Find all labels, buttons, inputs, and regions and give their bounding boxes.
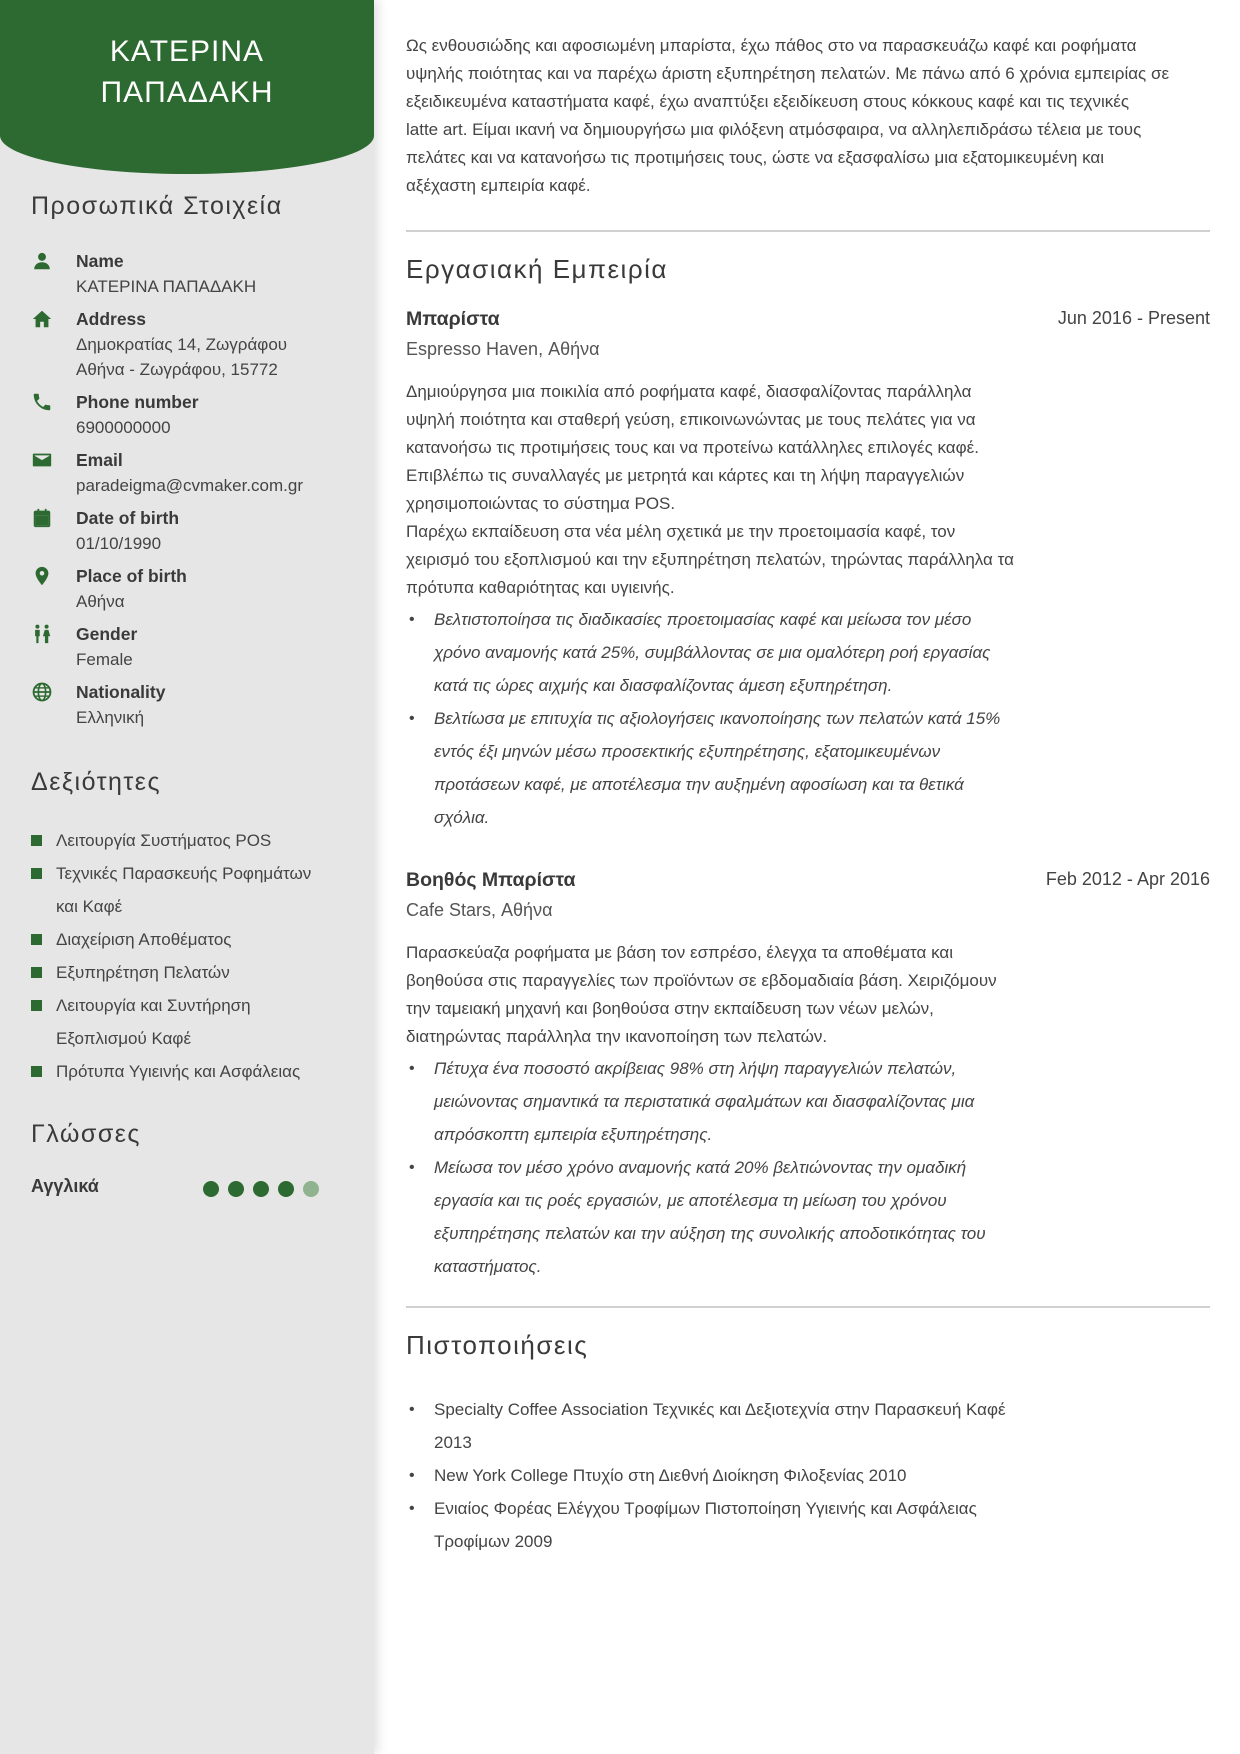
info-value: paradeigma@cvmaker.com.gr xyxy=(76,476,304,495)
job-description: Δημιούργησα μια ποικιλία από ροφήματα καφέ, διασφαλίζοντας παράλληλα υψηλή ποιότητα και σταθερή γεύση, επικοινωνώντας με τους πελάτες για να κατανοήσω τις προτιμήσεις τους και να προτείνω κατάλληλες επιλογές καφέ. Επιβλέπω τις συναλλαγές με μετρητά και κάρτες και τη λήψη παραγγελιών χρησιμοποιώντας το σύστημα POS. Παρέχω εκπαίδευση στα νέα μέλη σχετικά με την προετοιμασία καφέ, τον χειρισμό του εξοπλισμού και την εξυπηρέτηση πελατών, τηρώντας παράλληλα τα πρότυπα καθαριότητας και υγιεινής. xyxy=(406,382,1014,597)
square-bullet-icon xyxy=(31,1066,42,1077)
summary-paragraph: Ως ενθουσιώδης και αφοσιωμένη μπαρίστα, έχω πάθος στο να παρασκευάζω καφέ και ροφήματα υψηλής ποιότητας και να παρέχω άριστη εξυπηρέτηση πελατών. Με πάνω από 6 χρόνια εμπειρίας σε εξειδικευμένα καταστήματα καφέ, έχω αναπτύξει εξειδίκευση στους κόκκους καφέ και τις τεχνικές latte art. Είμαι ικανή να δημιουργήσω μια φιλόξενη ατμόσφαιρα, να αλληλεπιδράσω τέλεια με τους πελάτες και να κατανοήσω τις προτιμήσεις τους, ώστε να εξασφαλίσω μια εξατομικευμένη και αξέχαστη εμπειρία καφέ. xyxy=(406,36,1170,195)
info-value: ΚΑΤΕΡΙΝΑ ΠΑΠΑΔΑΚΗ xyxy=(76,277,257,296)
job-description: Παρασκεύαζα ροφήματα με βάση τον εσπρέσο, έλεγχα τα αποθέματα και βοηθούσα στις παραγγελίες των προϊόντων σε εβδομαδιαία βάση. Χειριζόμουν την ταμειακή μηχανή και βοηθούσα στην εκπαίδευση των νέων μελών, διατηρώντας παράλληλα την ικανοποίηση των πελατών. xyxy=(406,943,997,1046)
info-value: Female xyxy=(76,650,133,669)
bullet-icon: • xyxy=(409,611,415,628)
level-dot-filled xyxy=(253,1181,269,1197)
achievement: Μείωσα τον μέσο χρόνο αναμονής κατά 20% βελτιώνοντας την ομαδική εργασία και τις ροές εργασιών, με αποτέλεσμα τη μείωση του χρόνου εξυπηρέτησης πελατών και την αύξηση της συνολικής αποδοτικότητας του καταστήματος. xyxy=(434,1158,986,1276)
name-header xyxy=(0,0,374,174)
job-company: Espresso Haven, Αθήνα xyxy=(406,339,600,359)
skill-text: Τεχνικές Παρασκευής Ροφημάτων και Καφέ xyxy=(56,864,312,916)
square-bullet-icon xyxy=(31,868,42,879)
info-label: Gender xyxy=(76,624,138,644)
certification-item: New York College Πτυχίο στη Διεθνή Διοίκηση Φιλοξενίας 2010 xyxy=(434,1466,907,1485)
experience-heading: Εργασιακή Εμπειρία xyxy=(406,254,668,284)
info-label: Date of birth xyxy=(76,508,180,528)
main-content xyxy=(406,0,1210,1754)
info-label: Email xyxy=(76,450,123,470)
job-title: Βοηθός Μπαρίστα xyxy=(406,869,576,891)
divider xyxy=(406,230,1210,232)
home-icon xyxy=(31,308,53,330)
calendar-icon xyxy=(31,507,53,529)
info-label: Place of birth xyxy=(76,566,187,586)
skills-heading: Δεξιότητες xyxy=(31,768,161,796)
phone-icon xyxy=(31,391,53,413)
level-dot-empty xyxy=(303,1181,319,1197)
job-dates: Feb 2012 - Apr 2016 xyxy=(1045,869,1210,889)
bullet-icon: • xyxy=(409,1500,415,1517)
gender-icon xyxy=(31,623,53,645)
job-company: Cafe Stars, Αθήνα xyxy=(406,900,553,920)
bullet-icon: • xyxy=(409,710,415,727)
bullet-icon: • xyxy=(409,1159,415,1176)
level-dot-filled xyxy=(278,1181,294,1197)
skill-text: Πρότυπα Υγιεινής και Ασφάλειας xyxy=(56,1062,301,1081)
info-label: Name xyxy=(76,251,124,271)
bullet-icon: • xyxy=(409,1467,415,1484)
globe-icon xyxy=(31,681,53,703)
personal-heading: Προσωπικά Στοιχεία xyxy=(31,192,283,220)
sidebar xyxy=(0,0,374,1754)
skill-text: Διαχείριση Αποθέματος xyxy=(56,930,232,949)
bullet-icon: • xyxy=(409,1401,415,1418)
square-bullet-icon xyxy=(31,934,42,945)
info-value: 01/10/1990 xyxy=(76,534,162,553)
info-value: Ελληνική xyxy=(76,708,145,727)
info-label: Address xyxy=(76,309,147,329)
languages-heading: Γλώσσες xyxy=(31,1120,141,1148)
divider xyxy=(406,1306,1210,1308)
info-label: Nationality xyxy=(76,682,166,702)
name-first: ΚΑΤΕΡΙΝΑ xyxy=(109,35,265,68)
name-last: ΠΑΠΑΔΑΚΗ xyxy=(100,76,274,109)
level-dot-filled xyxy=(203,1181,219,1197)
info-value: Δημοκρατίας 14, Ζωγράφου xyxy=(76,335,288,354)
location-pin-icon xyxy=(31,565,53,587)
person-icon xyxy=(31,250,53,272)
info-value-line2: Αθήνα - Ζωγράφου, 15772 xyxy=(76,360,278,379)
skill-text: Λειτουργία Συστήματος POS xyxy=(56,831,272,850)
info-value: Αθήνα xyxy=(76,592,125,611)
job-dates: Jun 2016 - Present xyxy=(1057,308,1210,328)
skill-text: Λειτουργία και Συντήρηση Εξοπλισμού Καφέ xyxy=(56,996,251,1048)
job-title: Μπαρίστα xyxy=(406,308,500,330)
bullet-icon: • xyxy=(409,1060,415,1077)
level-dot-filled xyxy=(228,1181,244,1197)
square-bullet-icon xyxy=(31,835,42,846)
achievement: Βελτιστοποίησα τις διαδικασίες προετοιμασίας καφέ και μείωσα τον μέσο χρόνο αναμονής κατά 25%, συμβάλλοντας σε μια ομαλότερη ροή εργασίας κατά τις ώρες αιχμής και διασφαλίζοντας άμεση εξυπηρέτηση. xyxy=(434,610,991,695)
certification-item: Specialty Coffee Association Τεχνικές και Δεξιοτεχνία στην Παρασκευή Καφέ 2013 xyxy=(434,1400,1006,1452)
certification-item: Ενιαίος Φορέας Ελέγχου Τροφίμων Πιστοποίηση Υγιεινής και Ασφάλειας Τροφίμων 2009 xyxy=(434,1499,977,1551)
info-label: Phone number xyxy=(76,392,199,412)
square-bullet-icon xyxy=(31,967,42,978)
achievement: Βελτίωσα με επιτυχία τις αξιολογήσεις ικανοποίησης των πελατών κατά 15% εντός έξι μηνών μέσω προσεκτικής εξυπηρέτησης, εξατομικευμένων προτάσεων καφέ, με αποτέλεσμα την αυξημένη αφοσίωση και τα θετικά σχόλια. xyxy=(434,709,1001,827)
info-value: 6900000000 xyxy=(76,418,171,437)
achievement: Πέτυχα ένα ποσοστό ακρίβειας 98% στη λήψη παραγγελιών πελατών, μειώνοντας σημαντικά τα περιστατικά σφαλμάτων και διασφαλίζοντας μια απρόσκοπτη εμπειρία εξυπηρέτησης. xyxy=(434,1059,975,1144)
email-icon xyxy=(31,449,53,471)
skill-text: Εξυπηρέτηση Πελατών xyxy=(56,963,230,982)
certifications-heading: Πιστοποιήσεις xyxy=(406,1330,589,1360)
square-bullet-icon xyxy=(31,1000,42,1011)
language-name: Αγγλικά xyxy=(31,1176,99,1196)
